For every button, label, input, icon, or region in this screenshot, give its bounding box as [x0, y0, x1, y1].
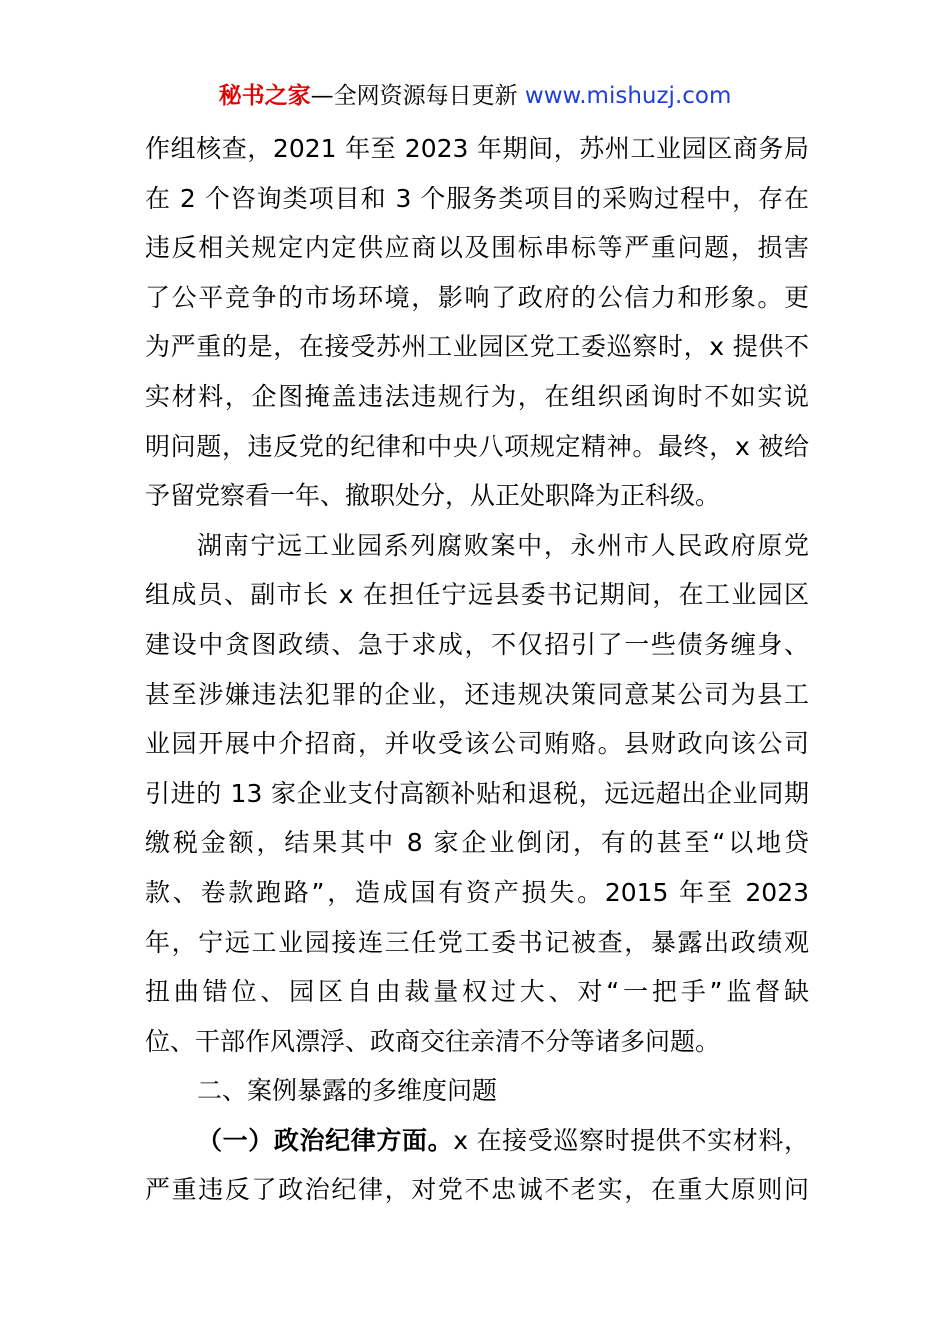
text-line: 严重违反了政治纪律，对党不忠诚不老实，在重大原则问 [145, 1175, 809, 1205]
text-line: 甚至涉嫌违法犯罪的企业，还违规决策同意某公司为县工 [145, 679, 809, 709]
site-watermark-header [0, 78, 950, 114]
text-line: 年，宁远工业园接连三任党工委书记被查，暴露出政绩观 [145, 927, 809, 957]
text-line: 作组核查，2021 年至 2023 年期间，苏州工业园区商务局 [145, 134, 809, 163]
site-brand: 秘书之家 [218, 83, 311, 109]
text-line: 位、干部作风漂浮、政商交往亲清不分等诸多问题。 [145, 1026, 721, 1056]
subsection-text: x 在接受巡察时提供不实材料， [453, 1125, 809, 1155]
section-heading: 二、案例暴露的多维度问题 [197, 1076, 498, 1106]
text-line: 湖南宁远工业园系列腐败案中，永州市人民政府原党 [197, 530, 809, 560]
text-line: 予留党察看一年、撤职处分，从正处职降为正科级。 [145, 481, 721, 511]
text-line: 扭曲错位、园区自由裁量权过大、对“一把手”监督缺 [145, 977, 809, 1007]
text-line: 缴税金额，结果其中 8 家企业倒闭，有的甚至“以地贷 [145, 828, 809, 858]
text-line: 业园开展中介招商，并收受该公司贿赂。县财政向该公司 [145, 729, 809, 759]
text-line: 明问题，违反党的纪律和中央八项规定精神。最终，x 被给 [145, 431, 809, 461]
text-line: 为严重的是，在接受苏州工业园区党工委巡察时，x 提供不 [145, 332, 809, 362]
text-line: 款、卷款跑路”，造成国有资产损失。2015 年至 2023 [145, 877, 809, 907]
site-tagline: —全网资源每日更新 [310, 83, 518, 109]
text-line: 引进的 13 家企业支付高额补贴和退税，远远超出企业同期 [145, 778, 809, 808]
text-line: 建设中贪图政绩、急于求成，不仅招引了一些债务缠身、 [145, 629, 809, 659]
text-line: 了公平竞争的市场环境，影响了政府的公信力和形象。更 [145, 282, 809, 312]
document-body [145, 124, 809, 1215]
subsection-line [145, 1116, 809, 1166]
text-line: 组成员、副市长 x 在担任宁远县委书记期间，在工业园区 [145, 580, 809, 610]
site-url[interactable]: www.mishuzj.com [524, 83, 732, 109]
text-line: 实材料，企图掩盖违法违规行为，在组织函询时不如实说 [145, 381, 809, 411]
subsection-heading: （一）政治纪律方面。 [197, 1125, 454, 1155]
text-line: 在 2 个咨询类项目和 3 个服务类项目的采购过程中，存在 [145, 183, 809, 213]
text-line: 违反相关规定内定供应商以及围标串标等严重问题，损害 [145, 233, 809, 263]
